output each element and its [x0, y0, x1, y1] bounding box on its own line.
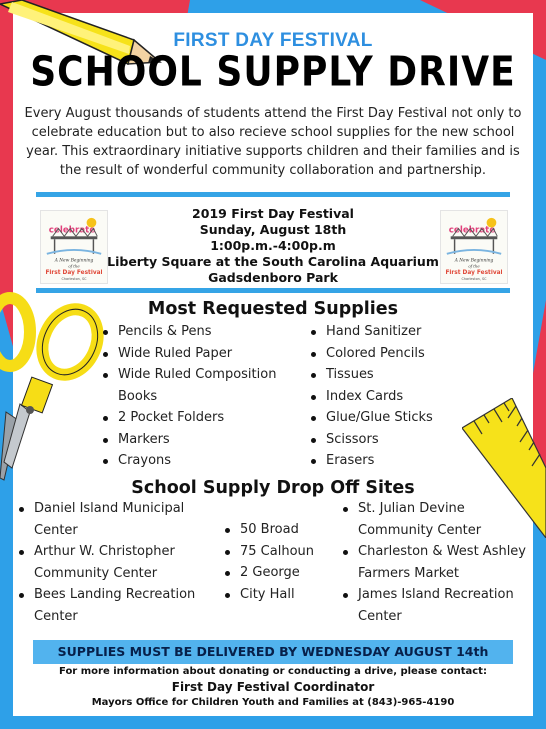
contact-info	[0, 664, 546, 710]
festival-kicker: FIRST DAY FESTIVAL	[173, 30, 373, 51]
festival-logo-right	[440, 210, 508, 284]
logo-word: celebrate	[48, 225, 96, 236]
contact-line-1: For more information about donating or conducting a drive, please contact:	[59, 666, 487, 677]
list-item: 50 Broad	[222, 519, 332, 541]
list-item: 2 George	[222, 562, 332, 584]
logo-tagline: A New Beginning	[454, 258, 494, 264]
list-item: St. Julian Devine Community Center	[340, 498, 532, 541]
list-item: 2 Pocket Folders	[100, 407, 300, 429]
list-item: Daniel Island Municipal Center	[16, 498, 212, 541]
list-item: Wide Ruled Paper	[100, 343, 300, 365]
event-park: Gadsdenboro Park	[208, 270, 338, 285]
event-location: Liberty Square at the South Carolina Aquarium	[107, 254, 439, 269]
event-title: 2019 First Day Festival	[192, 206, 354, 221]
list-item: Charleston & West Ashley Farmers Market	[340, 541, 532, 584]
divider-top	[36, 192, 510, 197]
divider-bottom	[36, 288, 510, 293]
list-item: Bees Landing Recreation Center	[16, 584, 212, 627]
list-item: Index Cards	[308, 386, 488, 408]
list-item: Markers	[100, 429, 300, 451]
list-item: Tissues	[308, 364, 488, 386]
list-item: 75 Calhoun	[222, 541, 332, 563]
list-item: City Hall	[222, 584, 332, 606]
list-item: Colored Pencils	[308, 343, 488, 365]
logo-word: celebrate	[448, 225, 496, 236]
logo-place: Charleston, SC	[461, 277, 487, 281]
list-item: Scissors	[308, 429, 488, 451]
page-title: SCHOOL SUPPLY DRIVE	[30, 48, 516, 97]
logo-tagline: A New Beginning	[54, 258, 94, 264]
dropoff-list-middle	[222, 519, 332, 605]
list-item: James Island Recreation Center	[340, 584, 532, 627]
list-item: Erasers	[308, 450, 488, 472]
logo-name: First Day Festival	[445, 270, 503, 277]
supplies-list-right	[308, 321, 488, 472]
event-date: Sunday, August 18th	[199, 222, 347, 237]
logo-name: First Day Festival	[45, 270, 103, 277]
list-item: Arthur W. Christopher Community Center	[16, 541, 212, 584]
supplies-title: Most Requested Supplies	[147, 299, 399, 319]
logo-of-the: of the	[468, 263, 480, 269]
list-item: Wide Ruled Composition Books	[100, 364, 300, 407]
supplies-list-left	[100, 321, 300, 472]
logo-of-the: of the	[68, 263, 80, 269]
dropoff-title: School Supply Drop Off Sites	[131, 478, 415, 498]
deadline-banner: SUPPLIES MUST BE DELIVERED BY WEDNESDAY AUGUST 14th	[33, 640, 513, 664]
list-item: Glue/Glue Sticks	[308, 407, 488, 429]
contact-line-2: First Day Festival Coordinator	[171, 680, 375, 694]
list-item: Pencils & Pens	[100, 321, 300, 343]
list-item: Crayons	[100, 450, 300, 472]
dropoff-list-right	[340, 498, 532, 627]
logo-place: Charleston, SC	[61, 277, 87, 281]
event-time: 1:00p.m.-4:00p.m	[210, 238, 336, 253]
list-item: Hand Sanitizer	[308, 321, 488, 343]
event-lines	[36, 206, 510, 286]
scissors-icon	[0, 292, 110, 482]
contact-line-3: Mayors Office for Children Youth and Families at (843)-965-4190	[91, 697, 455, 708]
dropoff-list-left	[16, 498, 212, 627]
intro-paragraph: Every August thousands of students attend the First Day Festival not only to celebrate education but to also recieve school supplies for the new school year. This extraordinary initiative supports children and their families and is the result of wonderful community collaboration and partnership.	[24, 106, 522, 178]
event-details	[36, 202, 510, 286]
